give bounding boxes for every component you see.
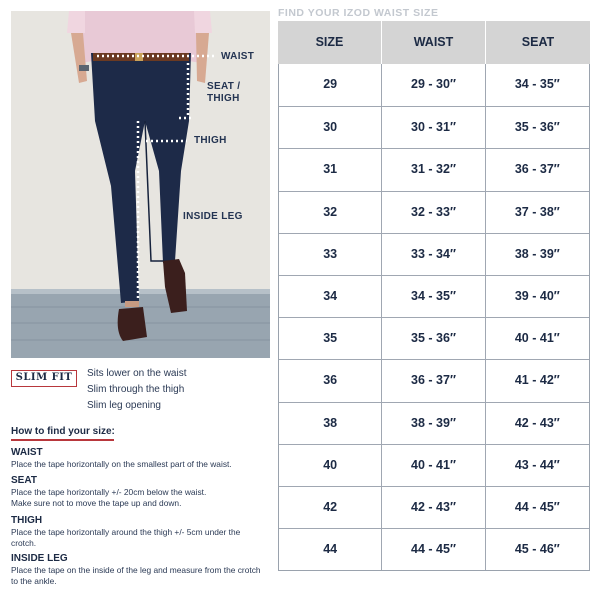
seat-cell: 37 - 38″ [514, 204, 560, 219]
table-row [279, 106, 589, 148]
table-row [279, 528, 589, 570]
waist-cell: 34 - 35″ [382, 276, 485, 317]
guide-text: Place the tape on the inside of the leg and measure from the crotch to the ankle. [11, 565, 261, 586]
waist-cell: 35 - 36″ [382, 318, 485, 359]
size-cell: 33 [279, 234, 382, 275]
guide-heading: THIGH [11, 515, 43, 526]
waist-cell: 30 - 31″ [382, 107, 485, 148]
size-cell: 31 [279, 149, 382, 190]
guide-heading: SEAT [11, 475, 37, 486]
column-header-size: SIZE [278, 21, 382, 64]
trousers-illustration [11, 11, 270, 358]
table-row [279, 486, 589, 528]
table-body [278, 64, 590, 571]
seat-cell: 40 - 41″ [514, 331, 560, 346]
waist-cell: 42 - 43″ [382, 487, 485, 528]
waist-cell: 31 - 32″ [382, 149, 485, 190]
guide-seat [11, 475, 266, 509]
table-row [279, 275, 589, 317]
guide-thigh [11, 515, 266, 549]
size-cell: 32 [279, 192, 382, 233]
seat-cell: 45 - 46″ [514, 542, 560, 557]
slim-fit-badge: SLIM FIT [11, 370, 77, 387]
seat-cell: 34 - 35″ [514, 77, 560, 91]
size-cell: 40 [279, 445, 382, 486]
waist-cell: 36 - 37″ [382, 360, 485, 401]
model-photo [11, 11, 270, 358]
guide-text: Place the tape horizontally on the smallest part of the waist. [11, 459, 232, 469]
thigh-measure-label: THIGH [194, 135, 227, 146]
size-cell: 42 [279, 487, 382, 528]
size-cell: 35 [279, 318, 382, 359]
table-row [279, 191, 589, 233]
seat-cell: 38 - 39″ [514, 246, 560, 261]
size-cell: 36 [279, 360, 382, 401]
fit-features [87, 366, 187, 414]
inside-leg-measure-label: INSIDE LEG [183, 211, 243, 222]
seat-cell: 42 - 43″ [514, 415, 560, 430]
table-row [279, 317, 589, 359]
howto-title: How to find your size: [11, 426, 115, 437]
guide-text: Place the tape horizontally +/- 20cm below the waist. Make sure not to move the tape up and down. [11, 487, 207, 508]
seat-cell: 39 - 40″ [514, 288, 560, 303]
seat-cell: 44 - 45″ [514, 499, 560, 514]
guide-inside-leg [11, 553, 266, 587]
column-header-seat: SEAT [521, 35, 555, 49]
table-row [279, 64, 589, 106]
table-row [279, 359, 589, 401]
guide-heading: WAIST [11, 447, 43, 458]
seat-cell: 41 - 42″ [514, 373, 560, 388]
size-cell: 30 [279, 107, 382, 148]
seat-cell: 35 - 36″ [514, 120, 560, 135]
howto-underline [11, 439, 114, 441]
table-header-row [278, 21, 590, 64]
seat-cell: 36 - 37″ [514, 162, 560, 177]
waist-cell: 33 - 34″ [382, 234, 485, 275]
size-table [278, 21, 590, 571]
fit-feature: Slim leg opening [87, 400, 161, 411]
size-cell: 38 [279, 403, 382, 444]
table-row [279, 148, 589, 190]
waist-cell: 40 - 41″ [382, 445, 485, 486]
size-cell: 44 [279, 529, 382, 570]
fit-feature: Sits lower on the waist [87, 368, 187, 379]
fit-feature: Slim through the thigh [87, 384, 185, 395]
size-cell: 34 [279, 276, 382, 317]
waist-cell: 32 - 33″ [382, 192, 485, 233]
waist-cell: 38 - 39″ [382, 403, 485, 444]
seat-thigh-measure-label: SEAT / THIGH [207, 81, 241, 104]
guide-heading: INSIDE LEG [11, 553, 68, 564]
guide-waist [11, 447, 266, 470]
guide-text: Place the tape horizontally around the thigh +/- 5cm under the crotch. [11, 527, 241, 548]
table-row [279, 402, 589, 444]
column-header-waist: WAIST [382, 21, 486, 64]
seat-cell: 43 - 44″ [514, 457, 560, 472]
waist-cell: 44 - 45″ [382, 529, 485, 570]
table-row [279, 444, 589, 486]
table-caption: FIND YOUR IZOD WAIST SIZE [278, 7, 439, 19]
waist-measure-label: WAIST [221, 51, 255, 62]
waist-cell: 29 - 30″ [382, 64, 485, 106]
table-row [279, 233, 589, 275]
size-cell: 29 [279, 64, 382, 106]
